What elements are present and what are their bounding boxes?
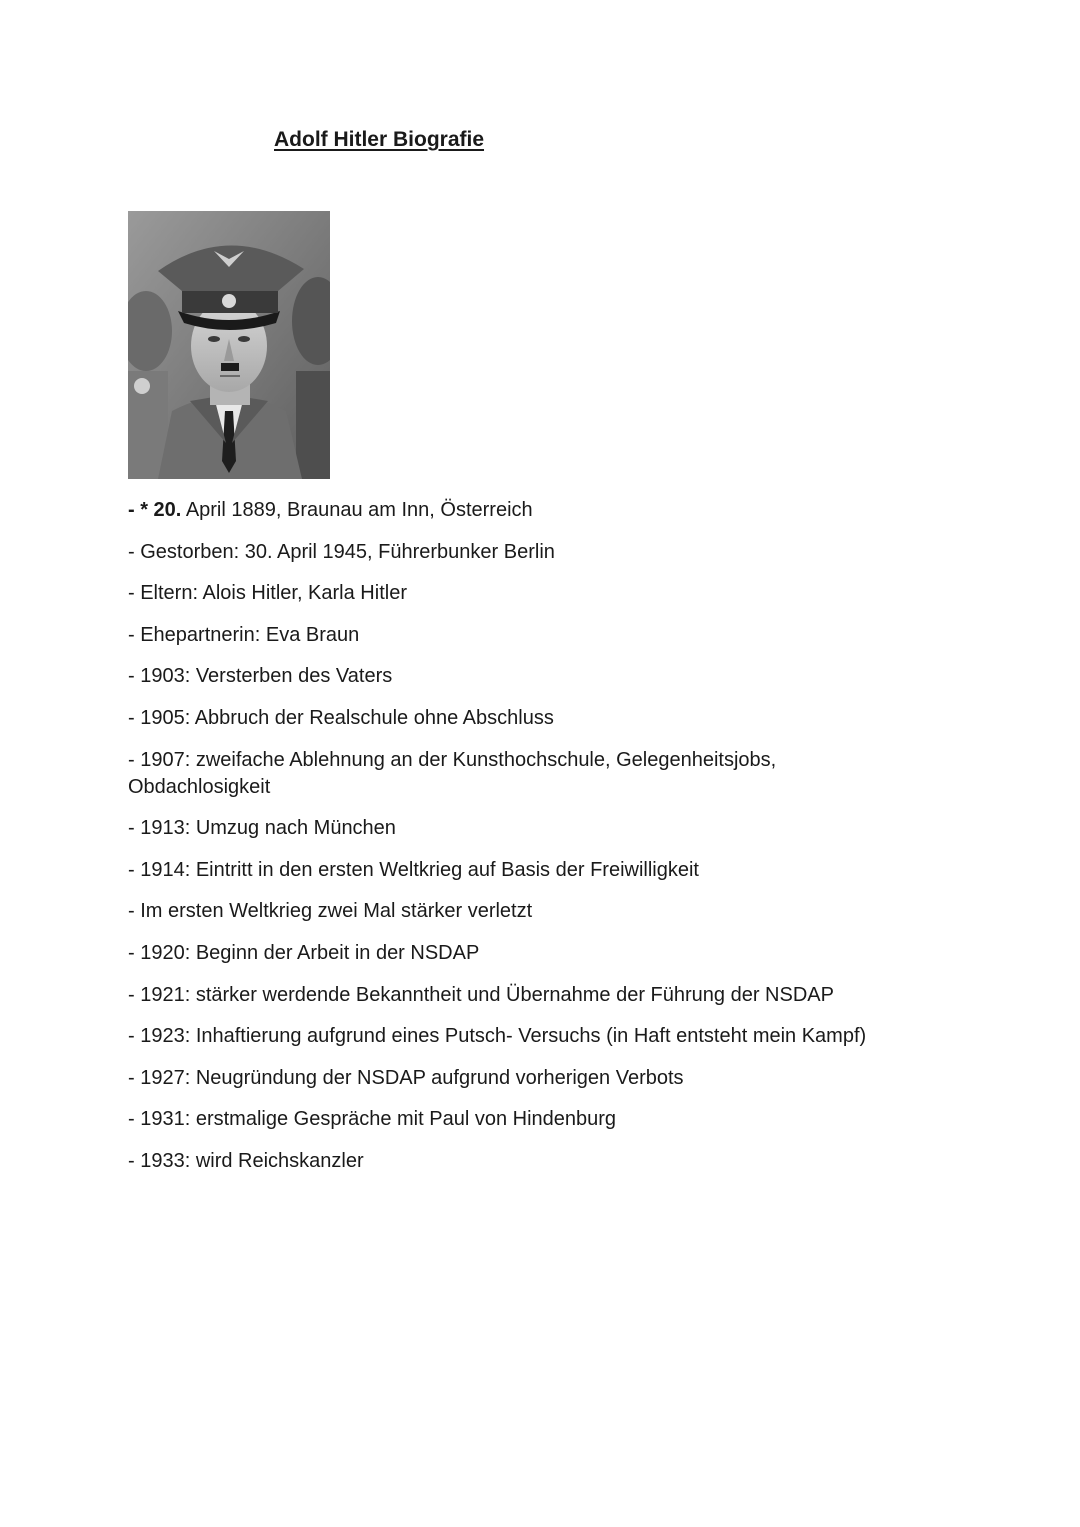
- fact-item: - 1931: erstmalige Gespräche mit Paul von Hindenburg: [128, 1108, 617, 1131]
- fact-item: - 1903: Versterben des Vaters: [128, 665, 393, 688]
- fact-item: - Ehepartnerin: Eva Braun: [128, 623, 360, 646]
- fact-item: - Eltern: Alois Hitler, Karla Hitler: [128, 582, 407, 605]
- fact-item: - 1905: Abbruch der Realschule ohne Abschluss: [128, 706, 554, 729]
- fact-item: - 1914: Eintritt in den ersten Weltkrieg auf Basis der Freiwilligkeit: [128, 858, 699, 881]
- fact-item: - 1920: Beginn der Arbeit in der NSDAP: [128, 941, 480, 964]
- fact-item: - Im ersten Weltkrieg zwei Mal stärker verletzt: [128, 900, 533, 923]
- biography-facts-list: [128, 497, 1008, 1190]
- portrait-illustration: [128, 211, 330, 479]
- fact-item: - 1913: Umzug nach München: [128, 817, 396, 840]
- fact-item: - 1933: wird Reichskanzler: [128, 1149, 364, 1172]
- fact-item: - 1921: stärker werdende Bekanntheit und Übernahme der Führung der NSDAP: [128, 983, 834, 1006]
- portrait-photo: [128, 211, 330, 479]
- fact-item: - 1907: zweifache Ablehnung an der Kunsthochschule, Gelegenheitsjobs, Obdachlosigkeit: [128, 748, 777, 798]
- birth-text: April 1889, Braunau am Inn, Österreich: [181, 499, 533, 521]
- fact-item: - 1927: Neugründung der NSDAP aufgrund vorherigen Verbots: [128, 1066, 684, 1089]
- document-title: Adolf Hitler Biografie: [274, 128, 485, 151]
- fact-birth: [128, 497, 1008, 524]
- birth-prefix: - * 20.: [128, 499, 182, 521]
- fact-item: - 1923: Inhaftierung aufgrund eines Putsch- Versuchs (in Haft entsteht mein Kampf): [128, 1025, 867, 1048]
- fact-item: - Gestorben: 30. April 1945, Führerbunker Berlin: [128, 540, 555, 563]
